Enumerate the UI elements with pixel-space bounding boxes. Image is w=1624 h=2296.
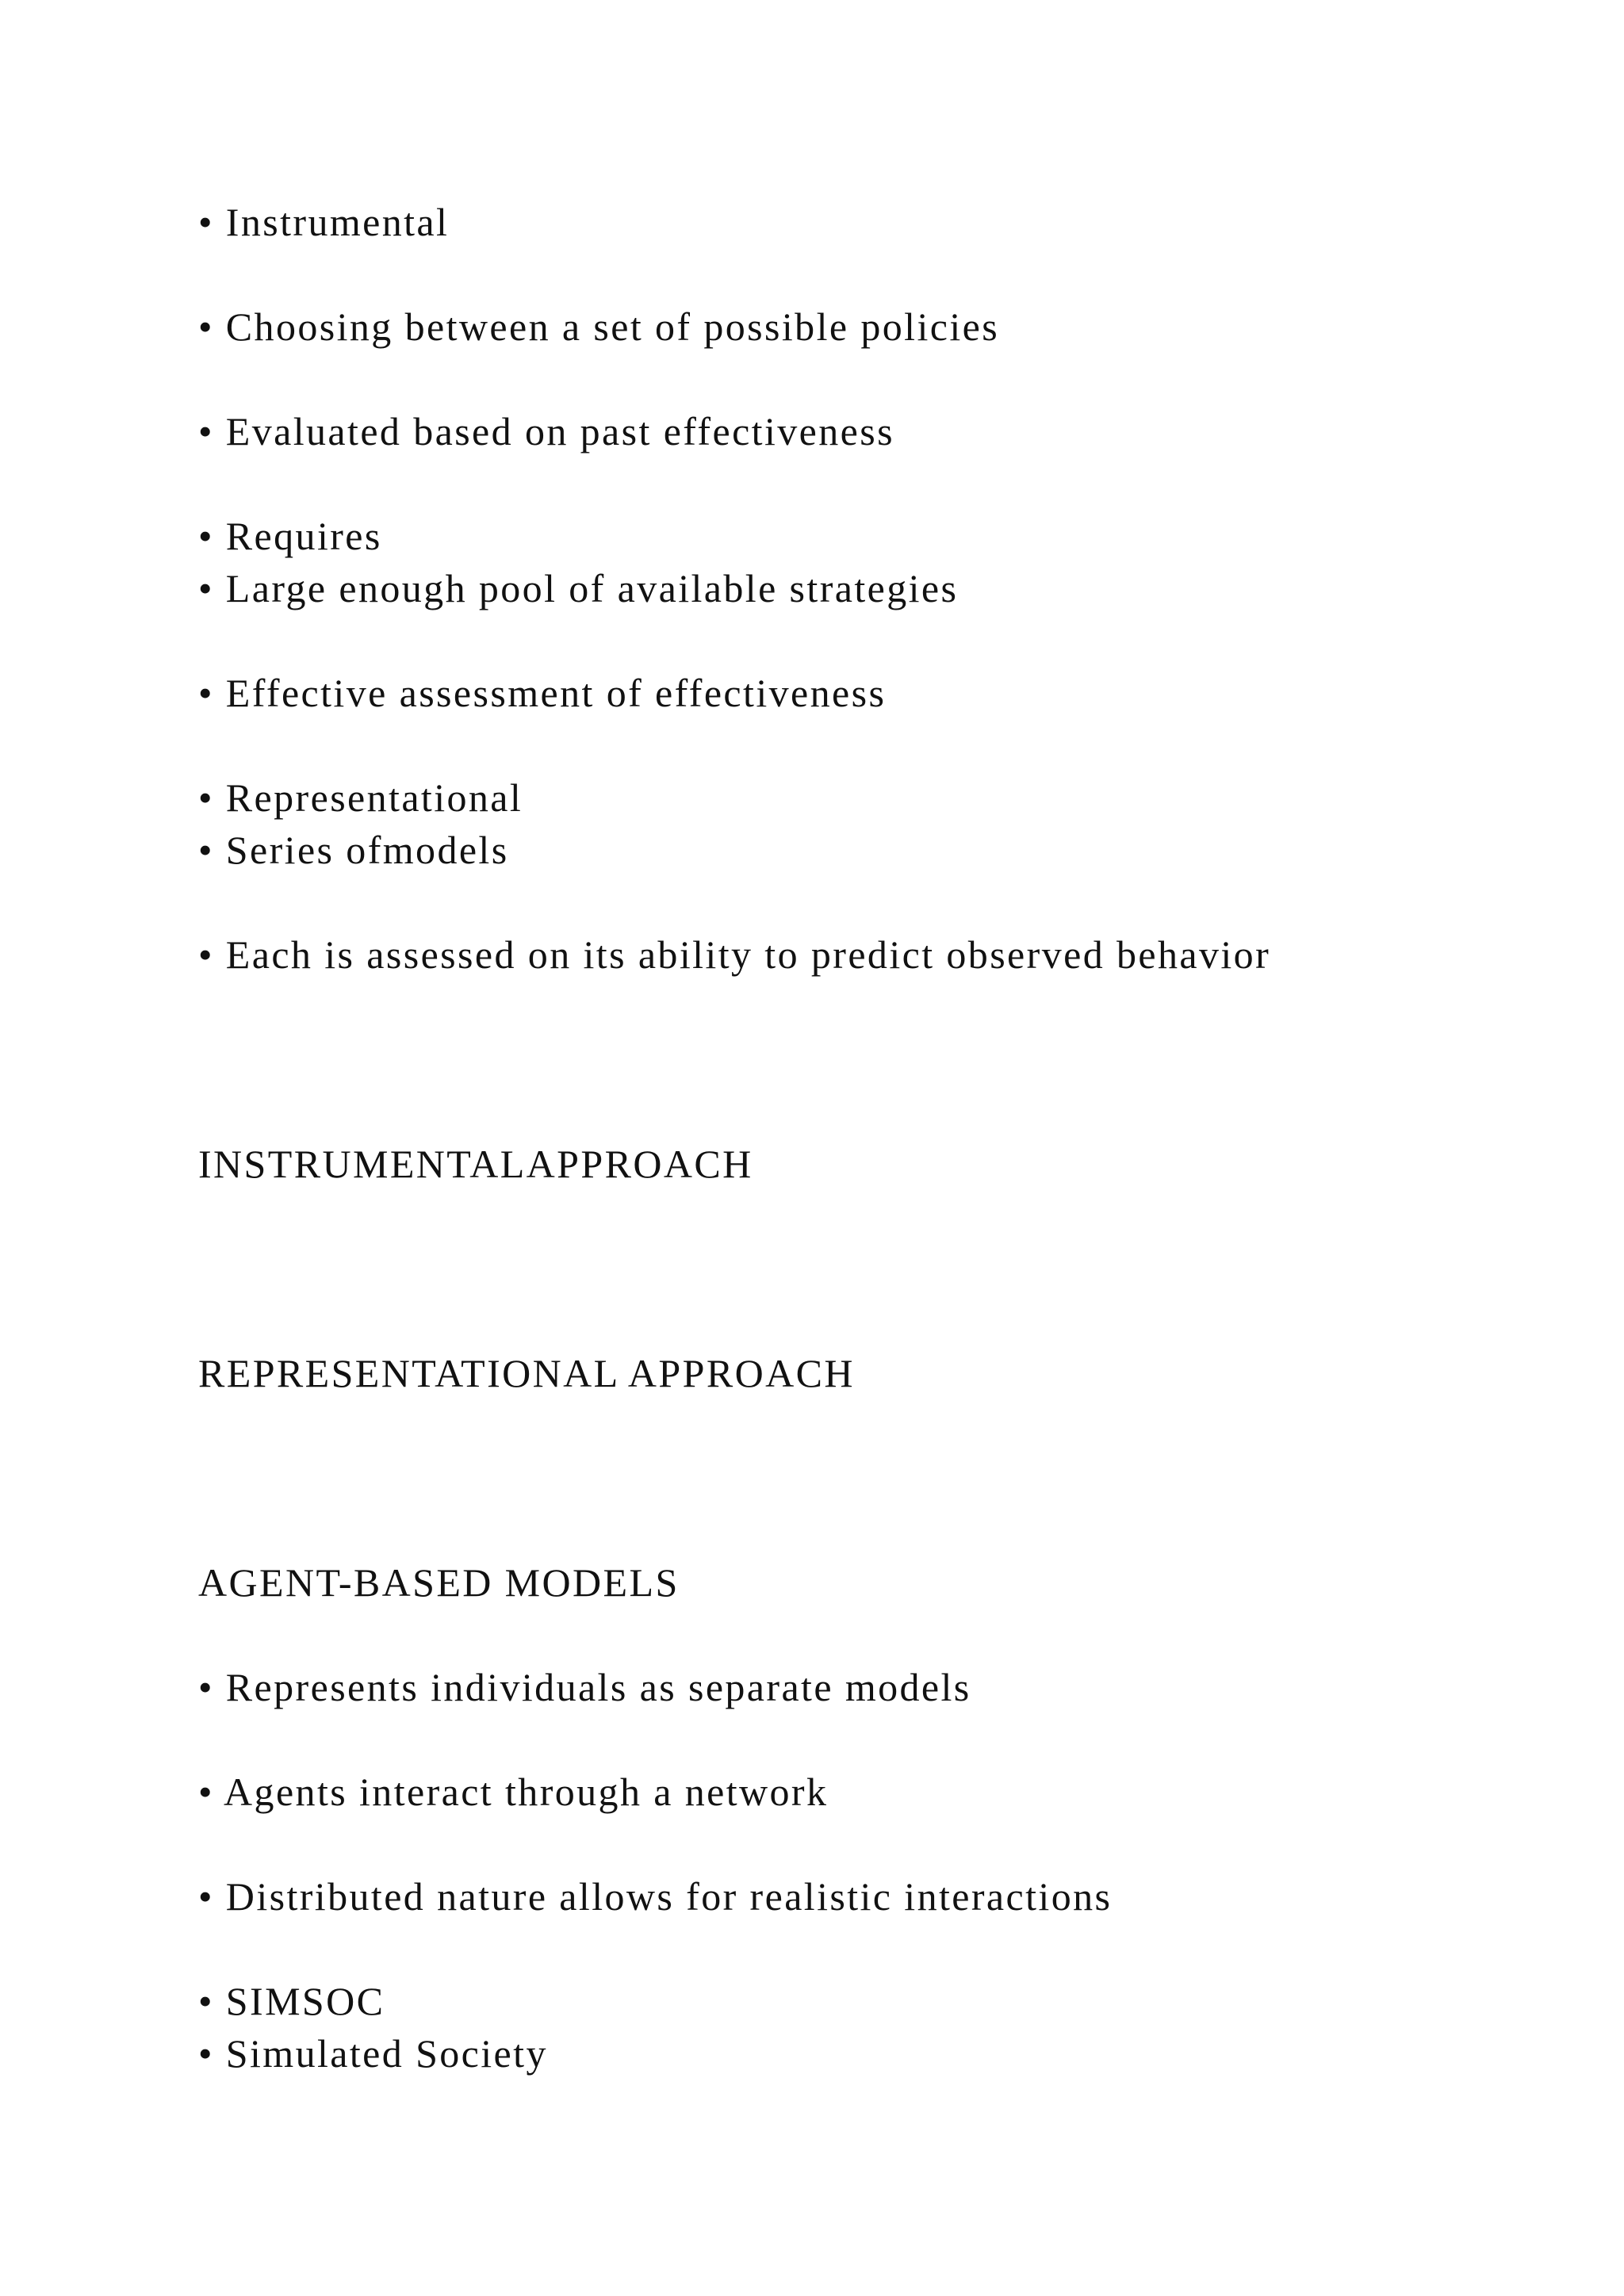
bullet-item: • Effective assessment of effectiveness bbox=[198, 671, 887, 715]
section-heading: AGENT-BASED MODELS bbox=[198, 1560, 680, 1605]
bullet-item: • Large enough pool of available strategies bbox=[198, 566, 959, 610]
bullet-item: • Series ofmodels bbox=[198, 828, 509, 872]
bullet-item: • Each is assessed on its ability to predict observed behavior bbox=[198, 932, 1271, 977]
section-heading: REPRESENTATIONAL APPROACH bbox=[198, 1351, 855, 1395]
bullet-item: • Simulated Society bbox=[198, 2031, 548, 2076]
bullet-item: • Requires bbox=[198, 514, 382, 558]
bullet-item: • Distributed nature allows for realistic interactions bbox=[198, 1874, 1113, 1919]
bullet-item: • Representational bbox=[198, 775, 523, 820]
bullet-item: • Evaluated based on past effectiveness bbox=[198, 409, 894, 453]
bullet-item: • SIMSOC bbox=[198, 1979, 385, 2023]
bullet-item: • Represents individuals as separate models bbox=[198, 1665, 971, 1709]
bullet-item: • Agents interact through a network bbox=[198, 1770, 829, 1814]
bullet-item: • Instrumental bbox=[198, 200, 450, 244]
section-heading: INSTRUMENTALAPPROACH bbox=[198, 1142, 753, 1186]
bullet-item: • Choosing between a set of possible policies bbox=[198, 304, 1000, 349]
